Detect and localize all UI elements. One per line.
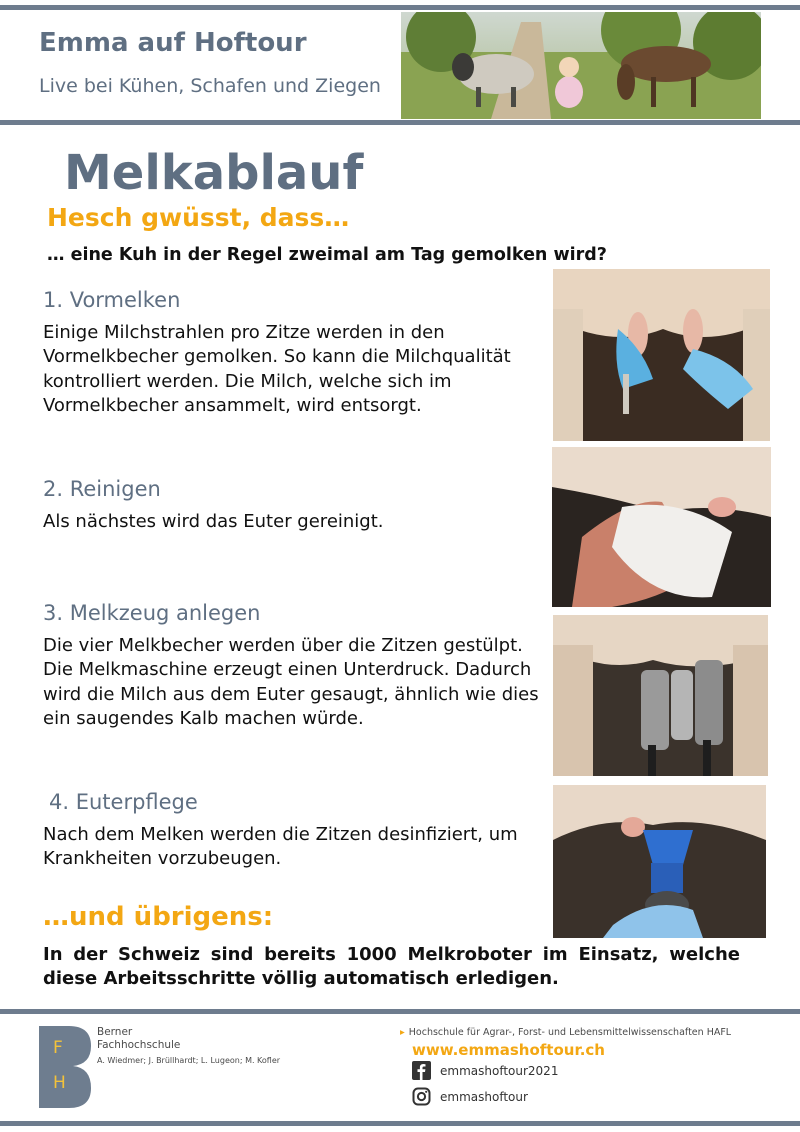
footer-bottom-rule <box>0 1121 800 1126</box>
facebook-link[interactable] <box>412 1061 558 1080</box>
step-1-heading: 1. Vormelken <box>43 288 181 312</box>
step-4-heading: 4. Euterpflege <box>49 790 198 814</box>
header-photo <box>401 12 761 119</box>
step-1-text: Einige Milchstrahlen pro Zitze werden in den Vormelkbecher gemolken. So kann die Milchqualität kontrolliert werden. Die Milch, welche sich im Vormelkbecher ansammelt, wird entsorgt. <box>43 322 511 417</box>
bfh-logo <box>39 1026 91 1112</box>
instagram-link[interactable] <box>412 1087 528 1106</box>
header-top-rule <box>0 5 800 10</box>
step-3-text: Die vier Melkbecher werden über die Zitzen gestülpt. Die Melkmaschine erzeugt einen Unterdruck. Dadurch wird die Milch aus dem Euter gesaugt, ähnlich wie dies ein saugendes Kalb machen würde. <box>43 635 539 730</box>
did-you-know-heading: Hesch gwüsst, dass… <box>47 203 350 232</box>
footer-top-rule <box>0 1009 800 1014</box>
step-2-heading: 2. Reinigen <box>43 477 161 501</box>
header-bottom-rule <box>0 120 800 125</box>
institution-line-2: Fachhochschule <box>97 1039 181 1051</box>
header-title: Emma auf Hoftour <box>39 28 307 58</box>
instagram-handle: emmashoftour <box>440 1089 528 1104</box>
step-3-photo <box>553 615 768 776</box>
step-2-photo <box>552 447 771 607</box>
step-2-text: Als nächstes wird das Euter gereinigt. <box>43 511 384 532</box>
facebook-icon <box>412 1061 431 1080</box>
hafl-text: Hochschule für Agrar-, Forst- und Lebensmittelwissenschaften HAFL <box>408 1027 732 1038</box>
closing-fact: In der Schweiz sind bereits 1000 Melkroboter im Einsatz, welche diese Arbeitsschritte völlig automatisch erledigen. <box>43 944 740 989</box>
logo-letter-f: F <box>53 1038 63 1058</box>
by-the-way-heading: …und übrigens: <box>43 902 274 932</box>
facebook-handle: emmashoftour2021 <box>440 1063 559 1078</box>
arrow-icon: ▸ <box>400 1027 405 1038</box>
institution-line-1: Berner <box>97 1026 133 1038</box>
step-1-photo <box>553 269 770 441</box>
hafl-line <box>400 1027 731 1038</box>
instagram-icon <box>412 1087 431 1106</box>
step-3-heading: 3. Melkzeug anlegen <box>43 601 261 625</box>
did-you-know-fact: … eine Kuh in der Regel zweimal am Tag gemolken wird? <box>47 245 607 265</box>
authors: A. Wiedmer; J. Brüllhardt; L. Lugeon; M. Kofler <box>97 1056 281 1065</box>
page-title: Melkablauf <box>64 145 364 201</box>
website-link[interactable]: www.emmashoftour.ch <box>412 1041 605 1059</box>
logo-letter-h: H <box>53 1073 66 1093</box>
step-4-text: Nach dem Melken werden die Zitzen desinfiziert, um Krankheiten vorzubeugen. <box>43 824 518 870</box>
step-4-photo <box>553 785 766 938</box>
header-subtitle: Live bei Kühen, Schafen und Ziegen <box>39 75 381 97</box>
